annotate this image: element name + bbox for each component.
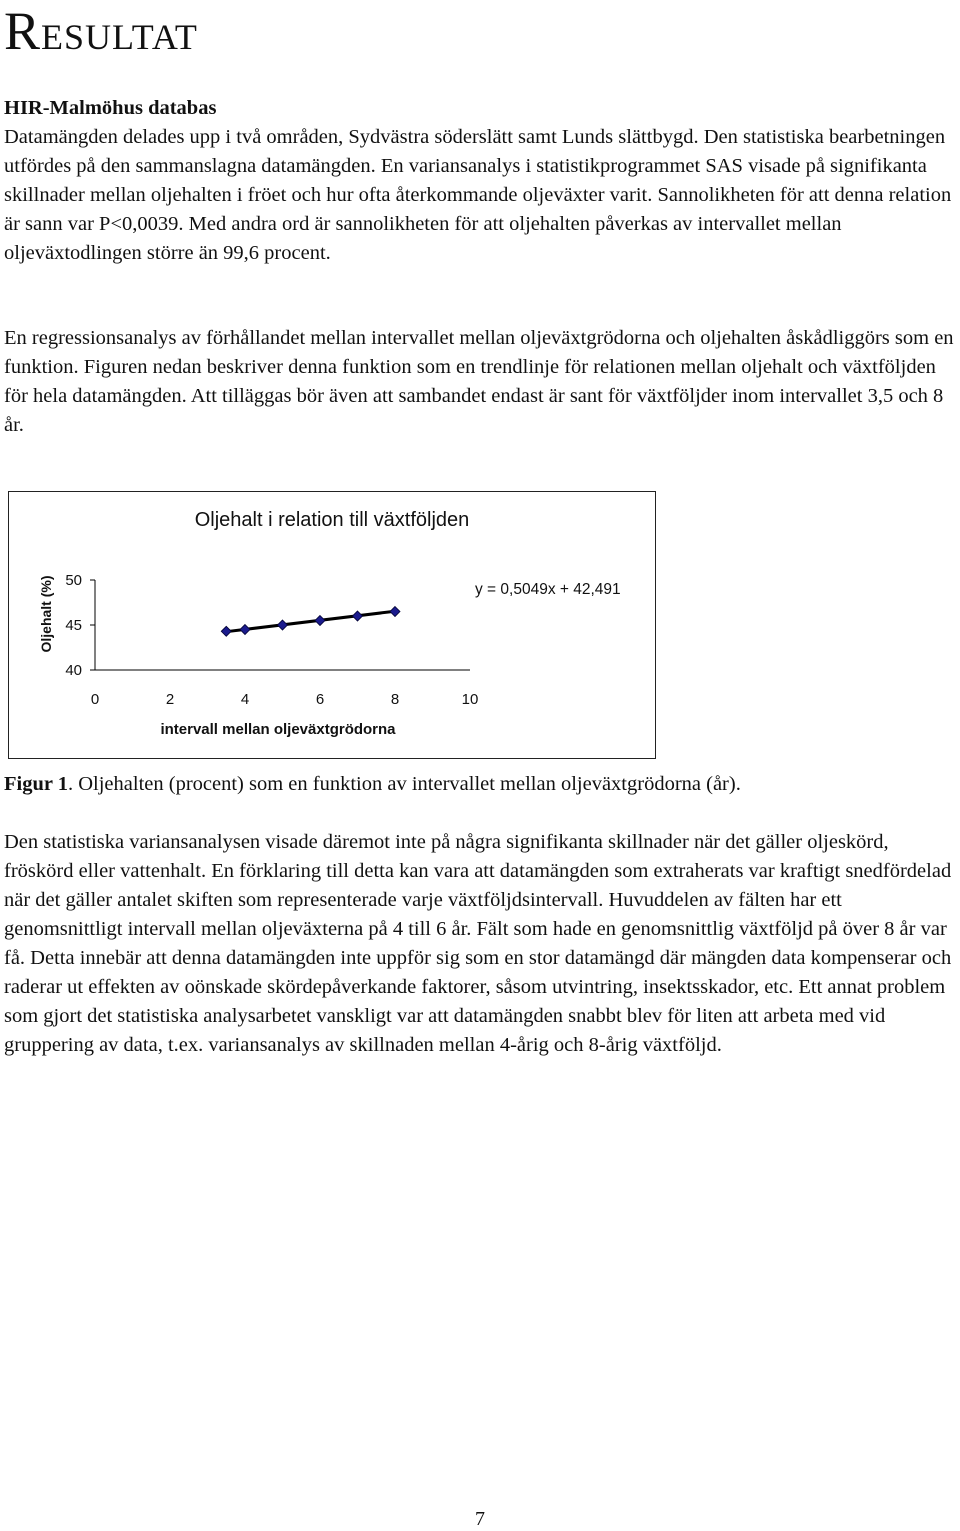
trendline-equation: y = 0,5049x + 42,491 <box>475 581 621 598</box>
y-tick-label: 45 <box>65 617 82 634</box>
chart-title: Oljehalt i relation till växtföljden <box>194 509 470 531</box>
data-point <box>315 616 325 626</box>
data-point <box>221 626 231 636</box>
page-number: 7 <box>475 1508 485 1530</box>
x-tick-label: 6 <box>315 691 325 708</box>
caption-text: . Oljehalten (procent) som en funktion av intervallet mellan oljeväxtgrödorna (år). <box>67 773 741 795</box>
x-tick-label: 4 <box>240 691 250 708</box>
data-point <box>278 620 288 630</box>
trendline <box>226 611 395 631</box>
chart-svg <box>9 492 655 758</box>
data-point <box>240 625 250 635</box>
x-tick-label: 0 <box>90 691 100 708</box>
paragraph-2: En regressionsanalys av förhållandet mellan intervallet mellan oljeväxtgrödorna och oljehalten åskådliggörs som en funktion. Figuren nedan beskriver denna funktion som en trendlinje för relationen mellan oljehalt och växtföljden för hela datamängden. Att tilläggas bör även att sambandet endast är sant för växtföljder inom intervallet 3,5 och 8 år. <box>4 327 954 436</box>
x-tick-label: 8 <box>390 691 400 708</box>
x-tick-label: 10 <box>461 691 479 708</box>
data-point <box>390 607 400 617</box>
data-point <box>353 611 363 621</box>
paragraph-1: Datamängden delades upp i två områden, Sydvästra söderslätt samt Lunds slättbygd. Den statistiska bearbetningen utfördes på den sammanslagna datamängden. En variansanalys i statistikprogrammet SAS visade på signifikanta skillnader mellan oljehalten i fröet och hur ofta återkommande oljeväxter varit. Sannolikheten för att denna relation är sann var P<0,0039. Med andra ord är sannolikheten för att oljehalten påverkas av intervallet mellan oljeväxtodlingen större än 99,6 procent. <box>4 126 952 264</box>
paragraph-3: Den statistiska variansanalysen visade däremot inte på några signifikanta skillnader när det gäller oljeskörd, fröskörd eller vattenhalt. En förklaring till detta kan vara att datamängden som extraherats var kraftigt snedfördelad när det gäller antalet skiften som representerade varje växtföljdsintervall. Huvuddelen av fälten har ett genomsnittligt intervall mellan oljeväxterna på 4 till 6 år. Fält som hade en genomsnittlig växtföljd på över 8 år var få. Detta innebär att denna datamängden inte uppför sig som en stor datamängd där mängden data kompenserar och raderar ut effekten av oönskade skördepåverkande faktorer, såsom utvintring, insektsskador, etc. Ett annat problem som gjort det statistiska analysarbetet vanskligt var att datamängden snabbt blev för liten att arbeta med vid gruppering av data, t.ex. variansanalys av skillnaden mellan 4-årig och 8-årig växtföljd. <box>4 831 952 1056</box>
chart-ylabel: Oljehalt (%) <box>38 575 54 653</box>
subheading: HIR-Malmöhus databas <box>4 97 217 119</box>
plot-area <box>65 572 478 708</box>
chart-figure <box>8 491 656 759</box>
heading-initial: R <box>4 1 42 61</box>
x-tick-label: 2 <box>165 691 175 708</box>
y-tick-label: 40 <box>65 662 82 679</box>
figure-caption <box>4 770 741 799</box>
section-heading <box>4 0 198 68</box>
y-tick-label: 50 <box>65 572 82 589</box>
chart-xlabel: intervall mellan oljeväxtgrödorna <box>160 721 396 738</box>
caption-label: Figur 1 <box>4 773 68 795</box>
heading-rest: ESULTAT <box>41 17 198 57</box>
